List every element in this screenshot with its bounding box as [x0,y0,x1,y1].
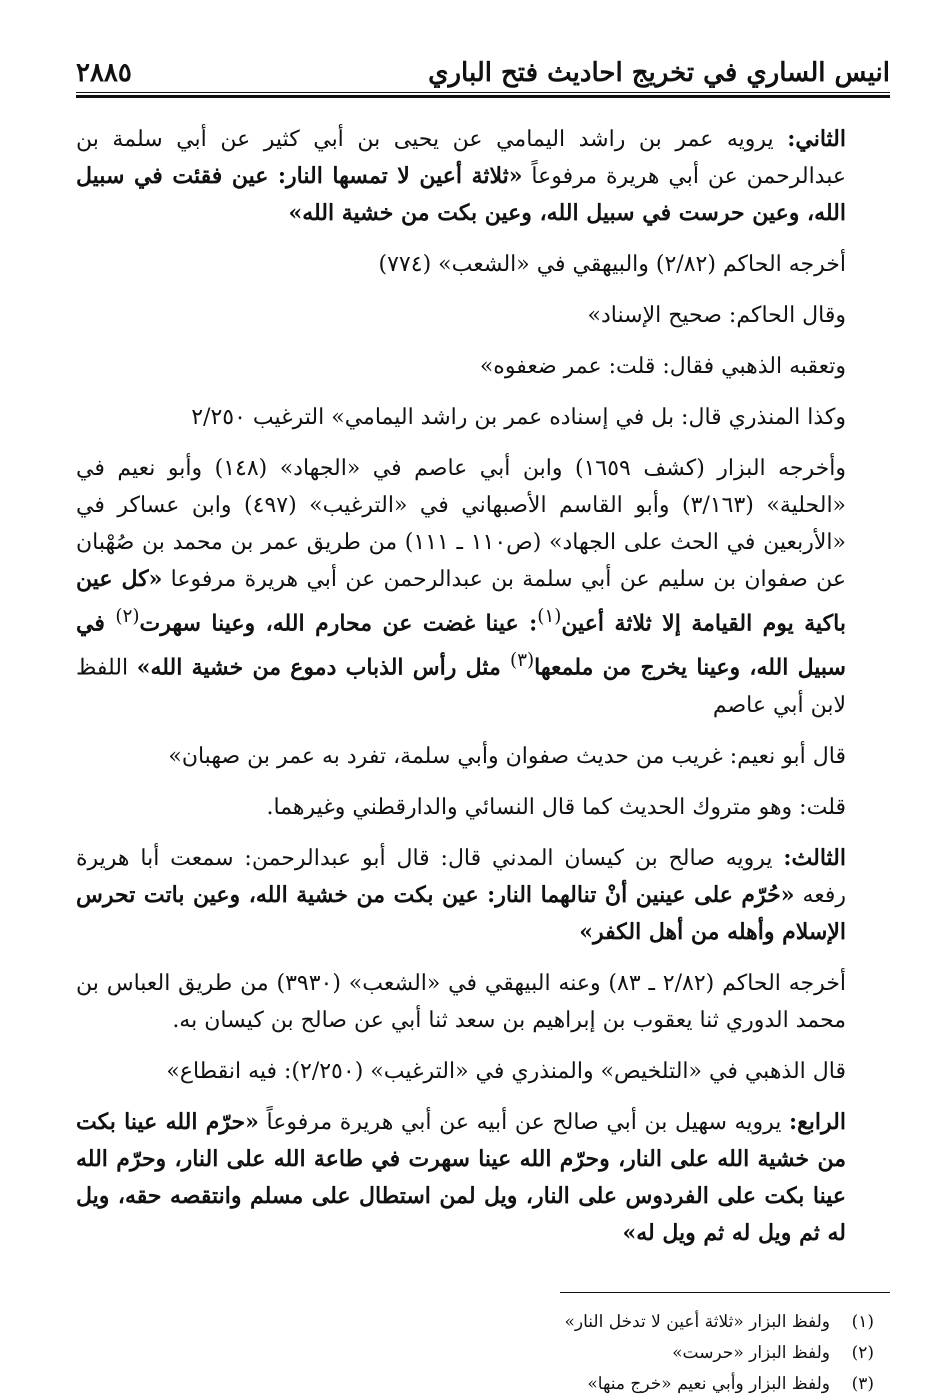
paragraph-abu-nuaym-comment: قال أبو نعيم: غريب من حديث صفوان وأبي سلمة، تفرد به عمر بن صهبان» [168,743,846,769]
paragraph-fourth-narration [76,1104,890,1252]
footnote-number: (٢) [851,1342,874,1363]
footnote-ref-3[interactable]: (٣) [509,650,535,672]
hadith-text: «كل عين باكية يوم القيامة إلا ثلاثة أعين [76,566,846,637]
paragraph-author-comment: قلت: وهو متروك الحديث كما قال النسائي والدارقطني وغيرهما. [266,794,846,820]
footnote-divider [560,1292,890,1293]
footnote-2 [76,1338,890,1369]
footnote-text: ولفظ البزار «حرست» [672,1342,830,1363]
paragraph-third-narration [76,840,890,951]
footnote-number: (١) [851,1311,874,1332]
footnotes [76,1307,890,1400]
paragraph-text: وأخرجه البزار (كشف ١٦٥٩) وابن أبي عاصم في «الجهاد» (١٤٨) وأبو نعيم في «الحلية» (٣/١٦٣) وأبو القاسم الأصبهاني في «الترغيب» (٤٩٧) وابن عساكر في «الأربعين في الحث على الجهاد» (ص١١٠ ـ ١١١) من طريق عمر بن محمد بن صُهْبان عن صفوان بن سليم عن أبي سلمة بن عبدالرحمن عن أبي هريرة مرفوعا [76,456,847,592]
hadith-text: «حرّم الله عينا بكت من خشية الله على النار، وحرّم الله عينا سهرت في طاعة الله على النار، وحرّم الله عينا بكت على الفردوس على النار، ويل لمن استطال على مسلم وانتقصه حقه، ويل له ثم ويل له ثم ويل له» [76,1108,846,1246]
hadith-text: «حُرّم على عينين أنْ تنالهما النار: عين بكت من خشية الله، وعين باتت تحرس الإسلام وأهله من أهل الكفر» [76,881,846,945]
hadith-text: «ثلاثة أعين لا تمسها النار: عين فقئت في سبيل الله، وعين حرست في سبيل الله، وعين بكت من خشية الله» [76,163,846,226]
paragraph-text: يرويه صالح بن كيسان المدني قال: قال أبو عبدالرحمن: سمعت أبا هريرة رفعه [76,845,846,908]
paragraph-text: اللفظ لابن أبي عاصم [76,655,846,718]
page-number: ٢٨٨٥ [76,58,132,88]
paragraph-takhrij-bazzar [76,450,890,724]
paragraph-text: يرويه سهيل بن أبي صالح عن أبيه عن أبي هريرة مرفوعاً [258,1109,789,1135]
footnote-ref-1[interactable]: (١) [537,606,562,627]
section-lead: الرابع: [788,1108,846,1135]
paragraph-second-narration [76,121,890,232]
paragraph-dhahabi-mundhiri: قال الذهبي في «التلخيص» والمنذري في «الترغيب» (٢/٢٥٠): فيه انقطاع» [166,1058,846,1084]
footnote-1 [76,1307,890,1338]
hadith-text: مثل رأس الذباب دموع من خشية الله» [136,654,510,681]
section-lead: الثالث: [783,844,846,871]
paragraph-takhrij-hakim-bayhaqi: أخرجه الحاكم (٢/٨٢ ـ ٨٣) وعنه البيهقي في «الشعب» (٣٩٣٠) من طريق العباس بن محمد الدوري ثنا يعقوب بن إبراهيم بن سعد ثنا أبي عن صالح بن كيسان به. [76,970,846,1033]
footnote-ref-2[interactable]: (٢) [115,606,140,627]
footnote-text: ولفظ البزار وأبي نعيم «خرج منها» [587,1373,830,1394]
running-title: انيس الساري في تخريج احاديث فتح الباري [428,58,890,88]
footnote-text: ولفظ البزار «ثلاثة أعين لا تدخل النار» [564,1311,830,1332]
page-body [76,121,890,1252]
paragraph-takhrij-hakim: أخرجه الحاكم (٢/٨٢) والبيهقي في «الشعب» (٧٧٤) [378,252,846,277]
page-header [76,52,890,93]
paragraph-text: يرويه عمر بن راشد اليمامي عن يحيى بن أبي كثير عن أبي سلمة بن عبدالرحمن عن أبي هريرة مرفوعاً [76,127,846,189]
footnote-number: (٣) [851,1373,874,1394]
section-lead: الثاني: [787,126,846,152]
paragraph-mundhiri-comment: وكذا المنذري قال: بل في إسناده عمر بن راشد اليمامي» الترغيب ٢/٢٥٠ [191,405,846,430]
hadith-text: : عينا غضت عن محارم الله، وعينا سهرت [139,610,538,637]
paragraph-hakim-grading: وقال الحاكم: صحيح الإسناد» [587,303,846,328]
paragraph-dhahabi-comment: وتعقبه الذهبي فقال: قلت: عمر ضعفوه» [479,354,846,379]
hadith-text: في سبيل الله، وعينا يخرج من ملمعها [76,610,846,681]
footnote-3 [76,1369,890,1400]
